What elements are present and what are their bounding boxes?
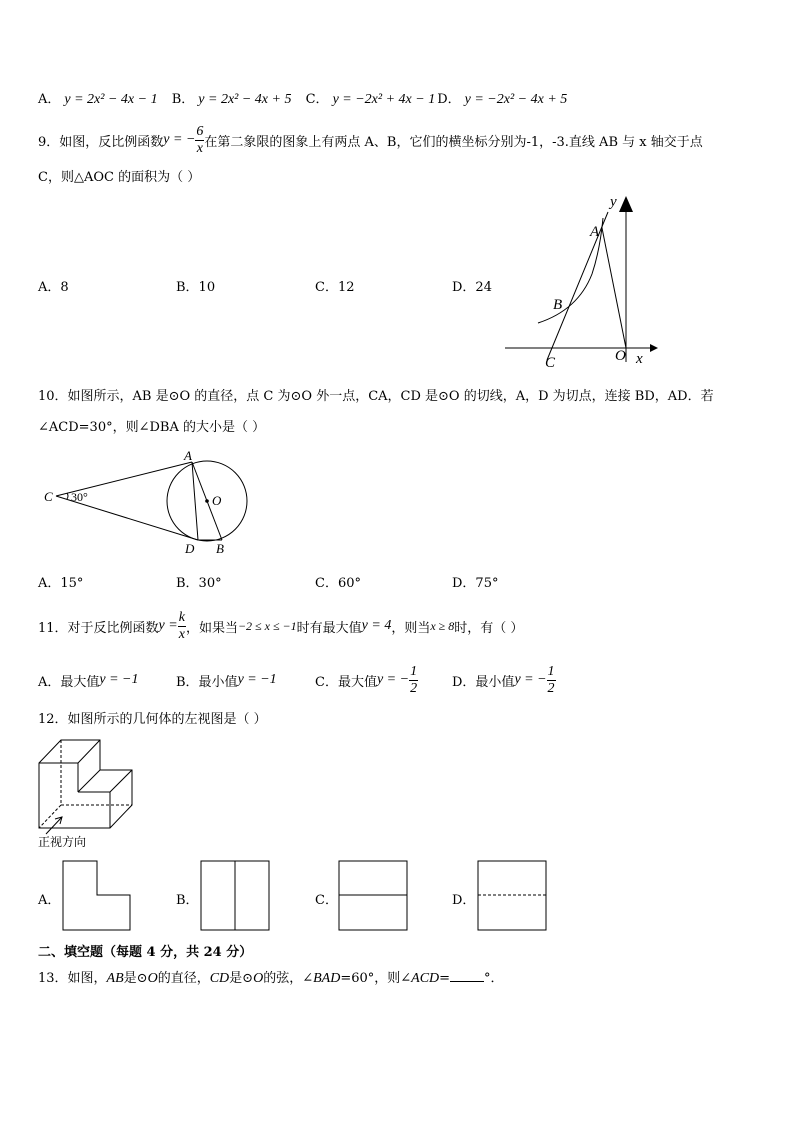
q11-func-den: x <box>178 626 185 642</box>
q12-option-d-figure <box>477 860 548 932</box>
q8-option-a-expr: y = 2x² − 4x − 1 <box>64 92 158 107</box>
q9-func-fraction <box>195 125 204 156</box>
q11-option-c <box>315 662 418 698</box>
q12-solid-figure <box>30 730 150 840</box>
q9-option-d: D．24 <box>452 280 492 295</box>
label-a: A <box>590 224 600 240</box>
label-a: A <box>184 448 192 463</box>
edge-diag-1 <box>78 740 100 763</box>
edge-diag-3 <box>110 770 132 792</box>
q13-o2: O <box>253 971 264 986</box>
label-o: O <box>615 348 626 364</box>
q12-option-b-label: B． <box>176 893 199 908</box>
q13-t4: 的弦，∠ <box>263 971 314 986</box>
q8-option-c-expr: y = −2x² + 4x − 1 <box>332 92 436 107</box>
q13-acd: ACD <box>411 971 440 986</box>
q8-option-a-label: A． <box>38 92 61 107</box>
x-axis-arrow <box>650 344 658 352</box>
label-o: O <box>212 493 222 508</box>
label-c: C <box>44 489 53 504</box>
q13-t6: = <box>439 971 451 986</box>
q12-direction-label: 正视方向 <box>38 835 87 849</box>
q13-cd: CD <box>209 971 230 986</box>
q13-stem <box>38 967 504 987</box>
q11-func-fraction <box>178 611 186 642</box>
q10-stem-line2: ∠ACD=30°，则∠DBA 的大小是（ ） <box>38 420 266 435</box>
q13-t3: 是⊙ <box>229 971 254 986</box>
q9-option-a: A．8 <box>38 280 69 295</box>
l-shape <box>63 861 130 930</box>
q9-func-den: x <box>196 140 203 156</box>
q8-option-c-label: C． <box>305 92 329 107</box>
q13-t1: 是⊙ <box>123 971 148 986</box>
q10-stem-line1: 10．如图所示，AB 是⊙O 的直径，点 C 为⊙O 外一点，CA，CD 是⊙O 的切线，A，D 为切点，连接 BD，AD．若 <box>38 389 714 404</box>
q10-option-a: A．15° <box>38 576 84 591</box>
q13-stem-pre: 13．如图， <box>38 971 107 986</box>
q11-stem-pre: 11．对于反比例函数 <box>38 620 159 636</box>
q9-stem-post: 在第二象限的图象上有两点 A、B，它们的横坐标分别为-1，-3.直线 AB 与 x 轴交于点 <box>204 134 703 150</box>
q11-option-d-expr: y = − <box>514 672 547 687</box>
q13-o1: O <box>147 971 158 986</box>
q9-func-lhs: y = − <box>163 132 196 147</box>
label-y: y <box>610 194 617 210</box>
q11-option-d-num: 1 <box>547 663 555 679</box>
q9-figure <box>500 190 660 380</box>
q11-option-a <box>38 662 139 698</box>
direction-arrow <box>46 817 62 834</box>
q13-t5: =60°，则∠ <box>340 971 412 986</box>
q13-t7: °． <box>484 971 504 986</box>
q9-stem-pre: 9．如图，反比例函数 <box>38 134 164 150</box>
q10-option-c: C．60° <box>315 576 361 591</box>
q12-option-b-figure <box>200 860 271 932</box>
hidden-edge-diag <box>39 805 61 828</box>
q11-option-c-label: C．最大值 <box>315 674 377 690</box>
edge-diag-2 <box>78 770 100 792</box>
q11-option-d <box>452 662 556 698</box>
q8-option-d-label: D． <box>437 92 461 107</box>
q8-option-b-expr: y = 2x² − 4x + 5 <box>198 92 292 107</box>
q11-option-a-label: A．最大值 <box>38 674 100 690</box>
q9-func-num: 6 <box>196 123 204 139</box>
q11-func-lhs: y = <box>158 618 178 633</box>
q13-bad: BAD <box>313 971 341 986</box>
q11-maxval: y = 4 <box>361 618 392 633</box>
q12-option-d-label: D． <box>452 893 476 908</box>
q9-option-c: C．12 <box>315 280 355 295</box>
q10-option-d: D．75° <box>452 576 499 591</box>
q11-stem-mid3: ，则当 <box>391 620 431 636</box>
angle-arc <box>67 493 68 499</box>
q12-stem: 12．如图所示的几何体的左视图是（ ） <box>38 712 267 727</box>
q11-option-d-den: 2 <box>547 680 555 696</box>
q11-option-a-expr: y = −1 <box>99 672 139 687</box>
q9-stem-line1 <box>38 120 703 160</box>
q13-ab: AB <box>106 971 124 986</box>
label-b: B <box>216 541 224 556</box>
q13-answer-blank[interactable] <box>450 969 484 982</box>
q12-option-a-figure <box>62 860 132 932</box>
q11-stem-mid1: ，如果当 <box>185 620 238 636</box>
q8-option-d-expr: y = −2x² − 4x + 5 <box>464 92 568 107</box>
q10-figure <box>40 445 260 560</box>
label-c: C <box>545 355 556 371</box>
q12-option-c-figure <box>338 860 409 932</box>
q11-option-c-den: 2 <box>410 680 418 696</box>
segment-ao <box>602 228 626 348</box>
q13-t2: 的直径， <box>157 971 210 986</box>
q11-stem-post: 时，有（ ） <box>454 620 524 636</box>
label-b: B <box>553 297 563 313</box>
q11-cond: −2 ≤ x ≤ −1 <box>237 618 297 633</box>
q11-option-c-expr: y = − <box>376 672 410 687</box>
q8-option-b-label: B． <box>171 92 195 107</box>
q11-option-b <box>176 662 277 698</box>
chord-ad <box>192 462 198 540</box>
q12-option-c-label: C． <box>315 893 338 908</box>
q11-func-num: k <box>178 609 185 625</box>
q11-stem-mid2: 时有最大值 <box>296 620 362 636</box>
q9-stem-line2: C，则△AOC 的面积为（ ） <box>38 170 201 185</box>
section-heading: 二、填空题（每题 4 分，共 24 分） <box>38 945 253 960</box>
q11-option-b-label: B．最小值 <box>176 674 238 690</box>
center-point <box>205 499 209 503</box>
q12-option-a-label: A． <box>38 893 61 908</box>
q11-option-d-fraction <box>547 665 556 696</box>
q11-option-c-fraction <box>409 665 418 696</box>
label-angle: 30° <box>71 490 88 504</box>
q11-cond2: x ≥ 8 <box>430 618 455 633</box>
q10-option-b: B．30° <box>176 576 222 591</box>
q9-option-b: B．10 <box>176 280 216 295</box>
q8-options-row <box>38 88 567 108</box>
q11-option-c-num: 1 <box>410 663 418 679</box>
q11-stem <box>38 606 523 646</box>
label-x: x <box>636 351 643 367</box>
y-axis-arrow <box>619 196 633 212</box>
q11-option-d-label: D．最小值 <box>452 674 515 690</box>
q11-option-b-expr: y = −1 <box>237 672 277 687</box>
label-d: D <box>185 541 195 556</box>
